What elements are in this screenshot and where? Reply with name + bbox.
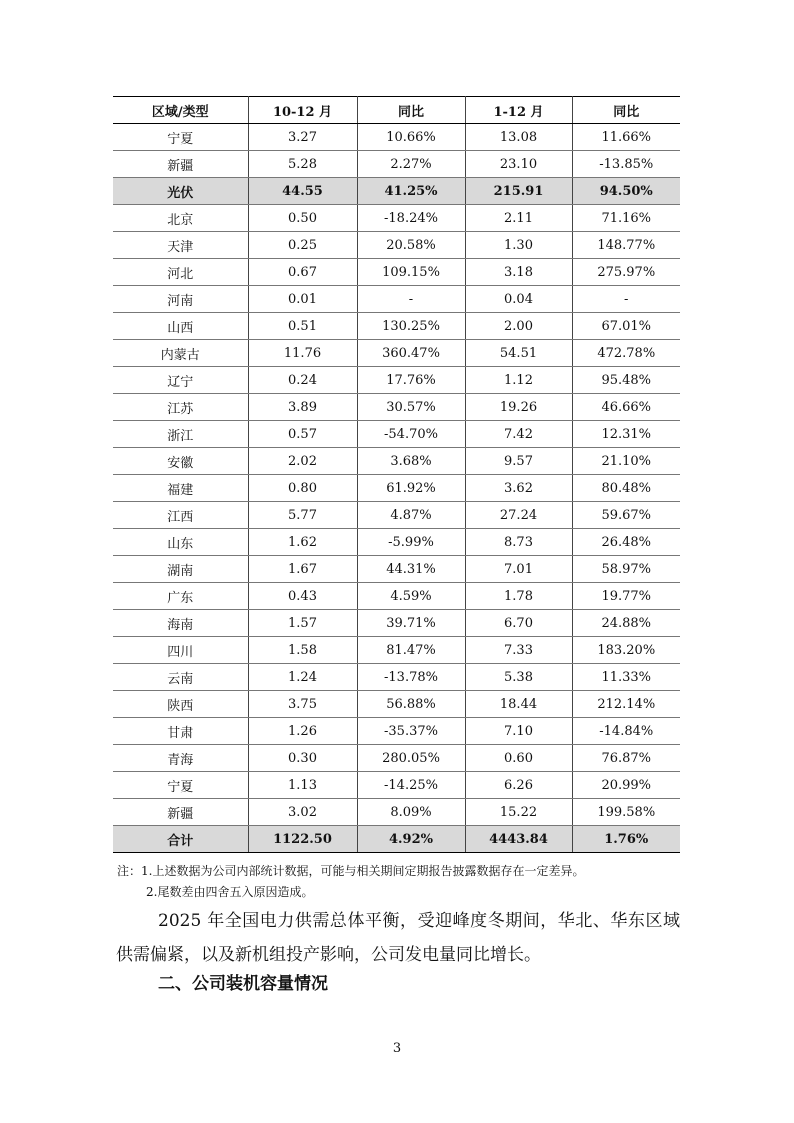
table-row	[113, 610, 680, 637]
table-row	[113, 475, 680, 502]
cell-region: 合计	[113, 826, 248, 853]
cell-q4-yoy: -13.78%	[357, 664, 465, 691]
cell-full-year-value: 3.18	[465, 259, 572, 286]
cell-q4-value: 1.26	[248, 718, 357, 745]
cell-region: 陕西	[113, 691, 248, 718]
cell-q4-yoy: 130.25%	[357, 313, 465, 340]
cell-region: 宁夏	[113, 124, 248, 151]
cell-full-year-yoy: 21.10%	[572, 448, 680, 475]
cell-full-year-yoy: 94.50%	[572, 178, 680, 205]
cell-q4-value: 1.57	[248, 610, 357, 637]
cell-full-year-yoy: 19.77%	[572, 583, 680, 610]
table-row	[113, 394, 680, 421]
cell-q4-value: 0.24	[248, 367, 357, 394]
cell-q4-value: 0.50	[248, 205, 357, 232]
table-row	[113, 205, 680, 232]
cell-q4-yoy: -5.99%	[357, 529, 465, 556]
cell-region: 宁夏	[113, 772, 248, 799]
cell-full-year-value: 54.51	[465, 340, 572, 367]
cell-full-year-yoy: 11.33%	[572, 664, 680, 691]
cell-region: 河北	[113, 259, 248, 286]
cell-full-year-value: 1.78	[465, 583, 572, 610]
cell-full-year-value: 1.30	[465, 232, 572, 259]
table-row	[113, 718, 680, 745]
table-notes	[117, 861, 717, 903]
cell-region: 浙江	[113, 421, 248, 448]
cell-q4-value: 0.43	[248, 583, 357, 610]
cell-full-year-value: 27.24	[465, 502, 572, 529]
cell-full-year-yoy: -14.84%	[572, 718, 680, 745]
cell-q4-value: 1.24	[248, 664, 357, 691]
cell-region: 天津	[113, 232, 248, 259]
cell-full-year-value: 8.73	[465, 529, 572, 556]
cell-full-year-value: 2.11	[465, 205, 572, 232]
cell-region: 新疆	[113, 151, 248, 178]
cell-q4-value: 1.67	[248, 556, 357, 583]
cell-q4-yoy: 20.58%	[357, 232, 465, 259]
table-row	[113, 259, 680, 286]
cell-q4-value: 0.25	[248, 232, 357, 259]
cell-q4-value: 5.28	[248, 151, 357, 178]
cell-full-year-value: 0.60	[465, 745, 572, 772]
cell-region: 青海	[113, 745, 248, 772]
cell-full-year-value: 2.00	[465, 313, 572, 340]
cell-q4-yoy: -14.25%	[357, 772, 465, 799]
cell-q4-value: 3.89	[248, 394, 357, 421]
cell-q4-yoy: 81.47%	[357, 637, 465, 664]
cell-region: 内蒙古	[113, 340, 248, 367]
cell-region: 江西	[113, 502, 248, 529]
cell-q4-value: 0.80	[248, 475, 357, 502]
cell-q4-yoy: -	[357, 286, 465, 313]
cell-full-year-yoy: 76.87%	[572, 745, 680, 772]
cell-region: 云南	[113, 664, 248, 691]
cell-q4-value: 3.02	[248, 799, 357, 826]
table-row	[113, 340, 680, 367]
cell-q4-value: 1.62	[248, 529, 357, 556]
table-row	[113, 691, 680, 718]
header-full-year-yoy: 同比	[572, 97, 680, 124]
cell-q4-yoy: 4.92%	[357, 826, 465, 853]
table-total-row	[113, 826, 680, 853]
cell-full-year-yoy: 95.48%	[572, 367, 680, 394]
cell-full-year-value: 4443.84	[465, 826, 572, 853]
cell-region: 四川	[113, 637, 248, 664]
table-row	[113, 745, 680, 772]
table-row	[113, 448, 680, 475]
cell-full-year-yoy: 71.16%	[572, 205, 680, 232]
cell-region: 北京	[113, 205, 248, 232]
header-q4-yoy: 同比	[357, 97, 465, 124]
table-row	[113, 637, 680, 664]
cell-full-year-yoy: 59.67%	[572, 502, 680, 529]
table-subtotal-row	[113, 178, 680, 205]
cell-q4-yoy: 17.76%	[357, 367, 465, 394]
cell-q4-yoy: 360.47%	[357, 340, 465, 367]
cell-q4-value: 0.30	[248, 745, 357, 772]
cell-full-year-yoy: 67.01%	[572, 313, 680, 340]
cell-full-year-yoy: 12.31%	[572, 421, 680, 448]
cell-full-year-yoy: 472.78%	[572, 340, 680, 367]
cell-region: 海南	[113, 610, 248, 637]
cell-full-year-value: 215.91	[465, 178, 572, 205]
cell-q4-value: 0.67	[248, 259, 357, 286]
table-row	[113, 772, 680, 799]
cell-region: 甘肃	[113, 718, 248, 745]
table-row	[113, 151, 680, 178]
cell-q4-value: 44.55	[248, 178, 357, 205]
cell-full-year-yoy: 183.20%	[572, 637, 680, 664]
cell-region: 光伏	[113, 178, 248, 205]
cell-q4-yoy: 61.92%	[357, 475, 465, 502]
cell-full-year-value: 7.33	[465, 637, 572, 664]
cell-q4-yoy: 56.88%	[357, 691, 465, 718]
cell-q4-yoy: 4.87%	[357, 502, 465, 529]
table-row	[113, 367, 680, 394]
cell-full-year-value: 7.01	[465, 556, 572, 583]
body-paragraph: 2025 年全国电力供需总体平衡，受迎峰度冬期间，华北、华东区域供需偏紧，以及新机组投产影响，公司发电量同比增长。	[116, 911, 680, 965]
cell-q4-value: 2.02	[248, 448, 357, 475]
cell-full-year-value: 19.26	[465, 394, 572, 421]
cell-full-year-value: 1.12	[465, 367, 572, 394]
cell-q4-yoy: -18.24%	[357, 205, 465, 232]
cell-region: 安徽	[113, 448, 248, 475]
page-number: 3	[392, 1041, 402, 1056]
table-row	[113, 286, 680, 313]
cell-q4-value: 0.57	[248, 421, 357, 448]
table-row	[113, 421, 680, 448]
cell-full-year-yoy: 1.76%	[572, 826, 680, 853]
cell-q4-value: 1.58	[248, 637, 357, 664]
cell-full-year-value: 7.42	[465, 421, 572, 448]
cell-region: 新疆	[113, 799, 248, 826]
cell-full-year-yoy: 58.97%	[572, 556, 680, 583]
cell-full-year-yoy: 26.48%	[572, 529, 680, 556]
cell-full-year-yoy: 11.66%	[572, 124, 680, 151]
cell-full-year-yoy: 80.48%	[572, 475, 680, 502]
cell-q4-yoy: 2.27%	[357, 151, 465, 178]
cell-q4-value: 0.01	[248, 286, 357, 313]
header-full-year: 1-12 月	[465, 97, 572, 124]
cell-region: 河南	[113, 286, 248, 313]
cell-full-year-value: 0.04	[465, 286, 572, 313]
cell-q4-yoy: 44.31%	[357, 556, 465, 583]
cell-q4-yoy: 41.25%	[357, 178, 465, 205]
cell-full-year-value: 18.44	[465, 691, 572, 718]
cell-full-year-yoy: -	[572, 286, 680, 313]
cell-q4-value: 1122.50	[248, 826, 357, 853]
cell-full-year-yoy: -13.85%	[572, 151, 680, 178]
table-row	[113, 556, 680, 583]
cell-full-year-value: 23.10	[465, 151, 572, 178]
table-header-row	[113, 97, 680, 124]
cell-q4-value: 3.75	[248, 691, 357, 718]
cell-full-year-yoy: 46.66%	[572, 394, 680, 421]
cell-full-year-yoy: 24.88%	[572, 610, 680, 637]
cell-full-year-yoy: 199.58%	[572, 799, 680, 826]
cell-full-year-value: 7.10	[465, 718, 572, 745]
cell-q4-yoy: 3.68%	[357, 448, 465, 475]
cell-q4-yoy: 8.09%	[357, 799, 465, 826]
cell-region: 广东	[113, 583, 248, 610]
table-row	[113, 232, 680, 259]
cell-full-year-value: 6.26	[465, 772, 572, 799]
section-heading: 二、公司装机容量情况	[158, 974, 328, 994]
header-q4: 10-12 月	[248, 97, 357, 124]
table-body	[113, 124, 680, 853]
cell-q4-value: 11.76	[248, 340, 357, 367]
cell-full-year-yoy: 20.99%	[572, 772, 680, 799]
cell-region: 福建	[113, 475, 248, 502]
cell-full-year-value: 5.38	[465, 664, 572, 691]
cell-q4-value: 0.51	[248, 313, 357, 340]
table-row	[113, 313, 680, 340]
cell-region: 辽宁	[113, 367, 248, 394]
cell-q4-value: 3.27	[248, 124, 357, 151]
cell-region: 山西	[113, 313, 248, 340]
cell-full-year-value: 13.08	[465, 124, 572, 151]
cell-q4-yoy: 280.05%	[357, 745, 465, 772]
cell-full-year-yoy: 212.14%	[572, 691, 680, 718]
cell-q4-yoy: 4.59%	[357, 583, 465, 610]
cell-full-year-value: 6.70	[465, 610, 572, 637]
table-row	[113, 583, 680, 610]
cell-region: 山东	[113, 529, 248, 556]
cell-q4-yoy: -35.37%	[357, 718, 465, 745]
table-row	[113, 502, 680, 529]
cell-full-year-value: 9.57	[465, 448, 572, 475]
cell-q4-yoy: 39.71%	[357, 610, 465, 637]
cell-full-year-yoy: 275.97%	[572, 259, 680, 286]
note-line-2: 2.尾数差由四舍五入原因造成。	[146, 885, 314, 899]
cell-full-year-yoy: 148.77%	[572, 232, 680, 259]
table-row	[113, 664, 680, 691]
cell-q4-yoy: 109.15%	[357, 259, 465, 286]
cell-q4-yoy: 30.57%	[357, 394, 465, 421]
cell-full-year-value: 3.62	[465, 475, 572, 502]
header-region: 区域/类型	[113, 97, 248, 124]
cell-q4-value: 5.77	[248, 502, 357, 529]
cell-region: 湖南	[113, 556, 248, 583]
table-row	[113, 799, 680, 826]
generation-table	[113, 96, 680, 853]
cell-full-year-value: 15.22	[465, 799, 572, 826]
cell-region: 江苏	[113, 394, 248, 421]
note-line-1: 注：1.上述数据为公司内部统计数据，可能与相关期间定期报告披露数据存在一定差异。	[117, 864, 585, 878]
table-row	[113, 529, 680, 556]
cell-q4-yoy: 10.66%	[357, 124, 465, 151]
cell-q4-value: 1.13	[248, 772, 357, 799]
table-row	[113, 124, 680, 151]
cell-q4-yoy: -54.70%	[357, 421, 465, 448]
